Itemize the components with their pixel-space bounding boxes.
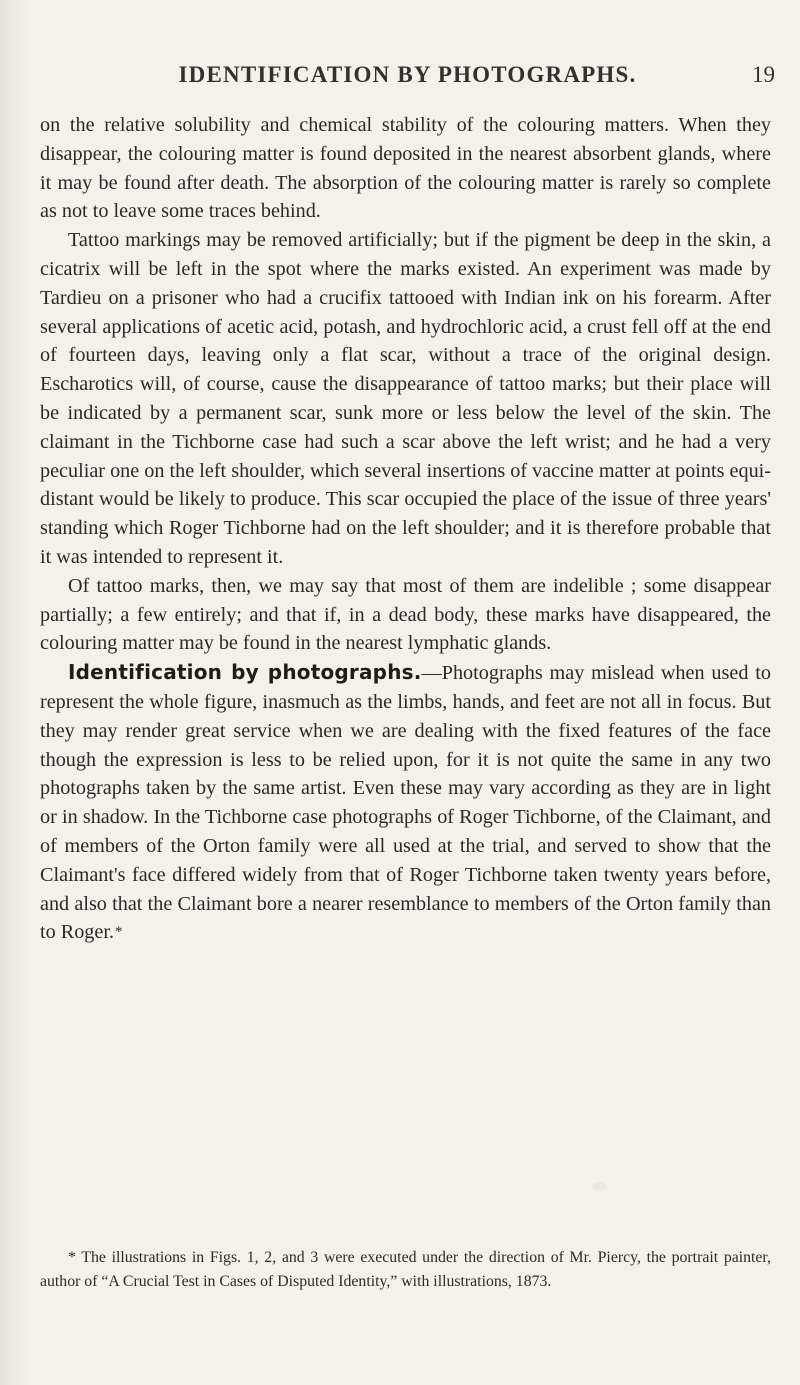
footnote-marker: * [68, 1249, 76, 1266]
section-heading: Identification by photographs. [68, 660, 422, 685]
footnote-reference: * [115, 924, 123, 941]
footnote-text: The illustrations in Figs. 1, 2, and 3 were executed under the direction of Mr. Piercy, the portrait painter, author of “A Crucial Test in Cases of Disputed Identity,” with illustrations, 1873. [40, 1249, 771, 1290]
page-number: 19 [752, 62, 775, 87]
paragraph-1: on the relative solubility and chemical stability of the colouring matters. When they disappear, the colouring matter is found deposited in the nearest absorbent glands, where it may be found after death. The absorption of the colouring matter is rarely so complete as not to leave some traces behind. [40, 114, 771, 223]
paper-spot [592, 1182, 606, 1191]
paragraph-3: Of tattoo marks, then, we may say that most of them are indelible ; some disappear partially; a few entirely; and that if, in a dead body, these marks have disappeared, the colouring matter may be found in the nearest lymphatic glands. [40, 574, 771, 655]
footnote [40, 1246, 771, 1294]
paragraph-4-text: —Photographs may mislead when used to represent the whole figure, inasmuch as the limbs, hands, and feet are not all in focus. But they may render great service when we are dealing with the fixed features of the face though the expression is less to be relied upon, for it is not quite the same in any two photographs taken by the same artist. Even these may vary according as they are in light or in shadow. In the Tichborne case photographs of Roger Tichborne, of the Claimant, and of members of the Orton family were all used at the trial, and served to show that the Claimant's face differed widely from that of Roger Tichborne taken twenty years before, and also that the Claimant bore a nearer resemblance to members of the Orton family than to Roger. [40, 662, 772, 944]
paragraph-4 [40, 658, 771, 947]
main-text [40, 111, 771, 947]
page-header [40, 62, 775, 92]
running-title: IDENTIFICATION BY PHOTOGRAPHS. [178, 62, 637, 87]
paragraph-2: Tattoo markings may be removed artificially; but if the pigment be deep in the skin, a cicatrix will be left in the spot where the marks existed. An experiment was made by Tardieu on a prisoner who had a crucifix tattooed with Indian ink on his forearm. After several applications of acetic acid, potash, and hydrochloric acid, a crust fell off at the end of fourteen days, leaving only a flat scar, without a trace of the original design. Escharotics will, of course, cause the disappearance of tattoo marks; but their place will be indicated by a permanent scar, sunk more or less below the level of the skin. The claimant in the Tichborne case had such a scar above the left wrist; and he had a very peculiar one on the left shoulder, which several insertions of vaccine matter at points equi-distant would be likely to produce. This scar occupied the place of the issue of three years' standing which Roger Tichborne had on the left shoulder; and it is therefore probable that it was intended to represent it. [40, 229, 771, 568]
